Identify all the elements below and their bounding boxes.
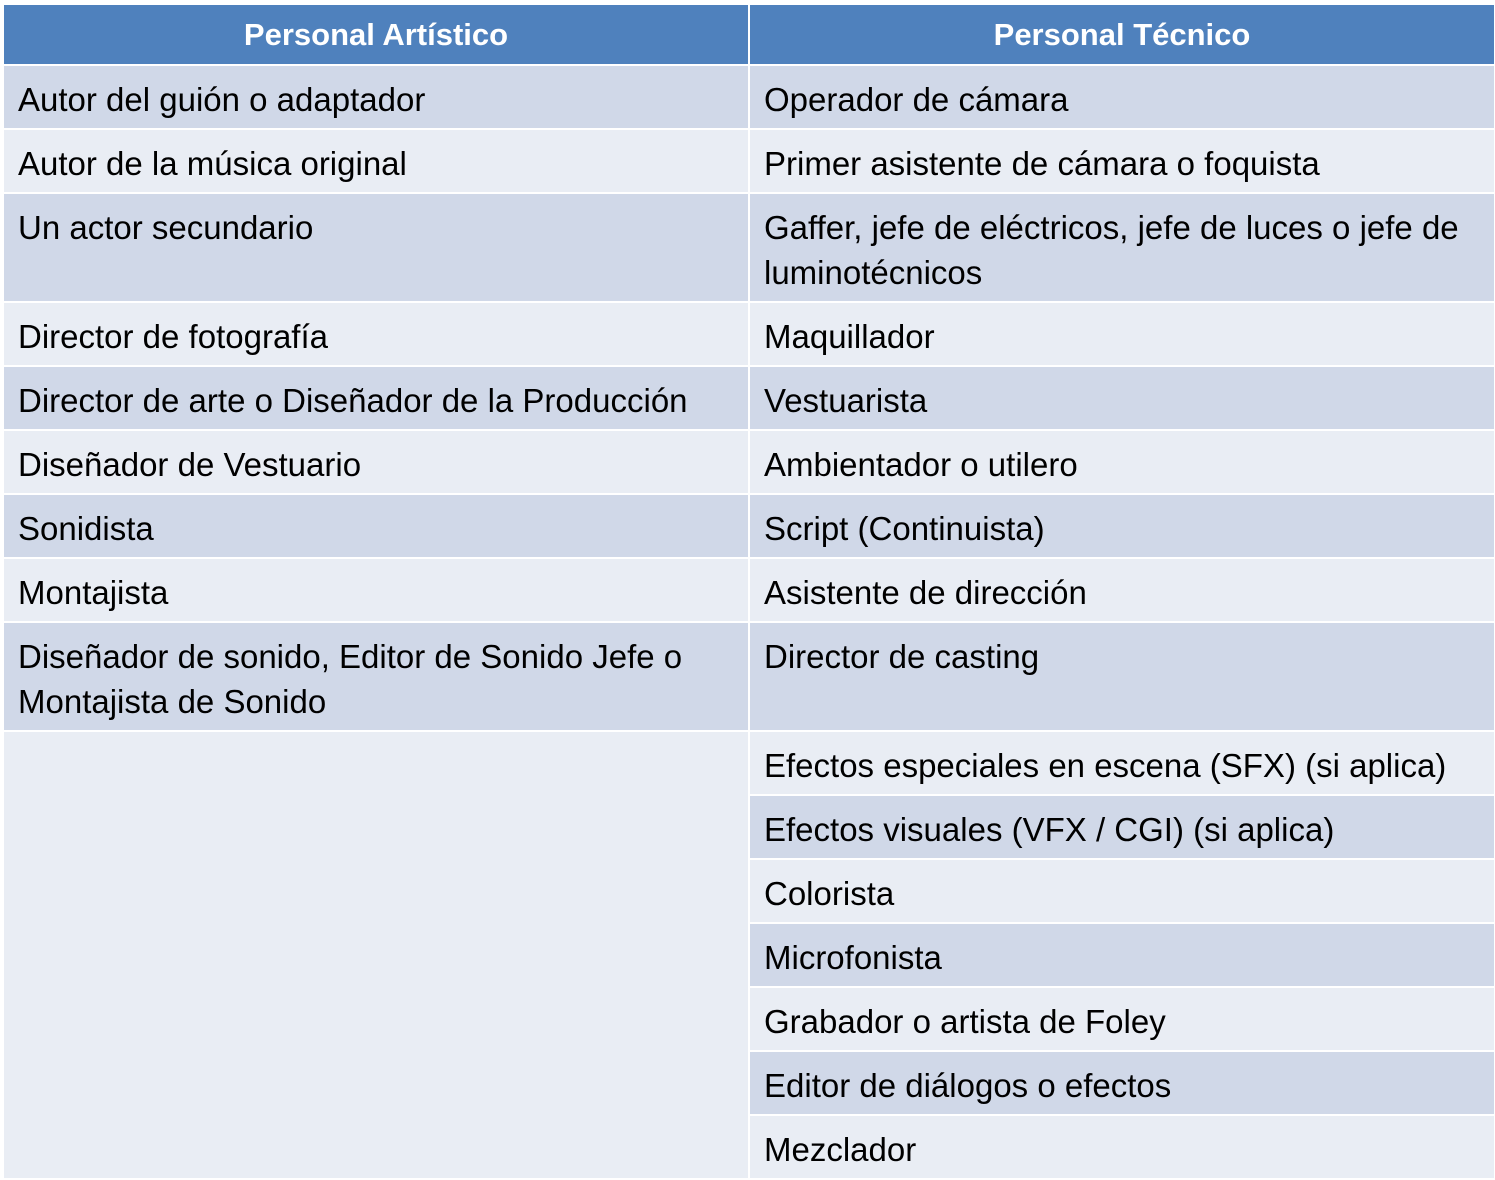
table-row: [3, 622, 1495, 731]
technical-cell: Colorista: [749, 859, 1495, 923]
technical-cell: Asistente de dirección: [749, 558, 1495, 622]
technical-cell: Editor de diálogos o efectos: [749, 1051, 1495, 1115]
table-row: [3, 494, 1495, 558]
technical-cell: Primer asistente de cámara o foquista: [749, 129, 1495, 193]
artistic-cell: Montajista: [3, 558, 749, 622]
artistic-empty-cell: [3, 731, 749, 1179]
technical-cell: Operador de cámara: [749, 65, 1495, 129]
header-personal-artistico: Personal Artístico: [3, 5, 749, 65]
technical-cell: Gaffer, jefe de eléctricos, jefe de luces o jefe de luminotécnicos: [749, 193, 1495, 302]
table-row: [3, 430, 1495, 494]
table-row: [3, 558, 1495, 622]
technical-cell: Maquillador: [749, 302, 1495, 366]
artistic-cell: Autor del guión o adaptador: [3, 65, 749, 129]
technical-cell: Efectos visuales (VFX / CGI) (si aplica): [749, 795, 1495, 859]
artistic-cell: Diseñador de sonido, Editor de Sonido Jefe o Montajista de Sonido: [3, 622, 749, 731]
technical-cell: Director de casting: [749, 622, 1495, 731]
technical-cell: Grabador o artista de Foley: [749, 987, 1495, 1051]
header-row: [3, 5, 1495, 65]
technical-cell: Efectos especiales en escena (SFX) (si aplica): [749, 731, 1495, 795]
artistic-cell: Diseñador de Vestuario: [3, 430, 749, 494]
technical-cell: Vestuarista: [749, 366, 1495, 430]
artistic-cell: Director de arte o Diseñador de la Producción: [3, 366, 749, 430]
table-row: [3, 366, 1495, 430]
technical-cell: Mezclador: [749, 1115, 1495, 1179]
artistic-cell: Un actor secundario: [3, 193, 749, 302]
table-row: [3, 129, 1495, 193]
table-row: [3, 193, 1495, 302]
header-personal-tecnico: Personal Técnico: [749, 5, 1495, 65]
artistic-cell: Sonidista: [3, 494, 749, 558]
staff-table: [2, 5, 1495, 1180]
technical-cell: Microfonista: [749, 923, 1495, 987]
technical-cell: Script (Continuista): [749, 494, 1495, 558]
table-row: [3, 731, 1495, 795]
artistic-cell: Director de fotografía: [3, 302, 749, 366]
technical-cell: Ambientador o utilero: [749, 430, 1495, 494]
table-row: [3, 65, 1495, 129]
table-row: [3, 302, 1495, 366]
artistic-cell: Autor de la música original: [3, 129, 749, 193]
